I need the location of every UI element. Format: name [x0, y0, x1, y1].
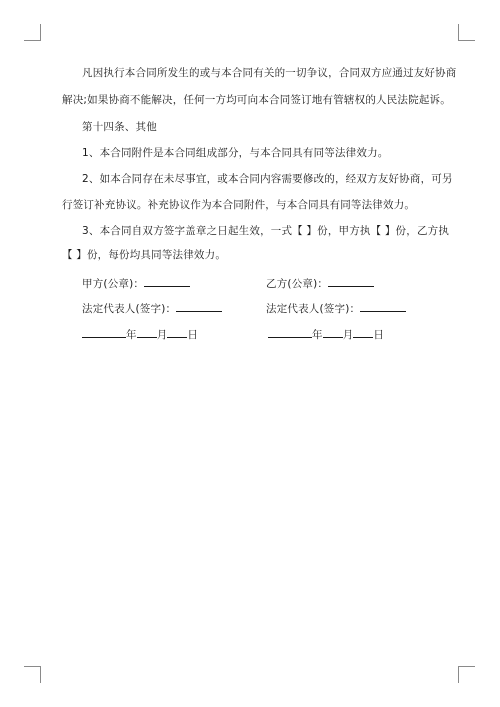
party-b-year-label: 年 [312, 329, 323, 341]
party-a-year-label: 年 [126, 329, 137, 341]
party-a-month-blank [137, 326, 157, 338]
party-b-legal-rep-field [266, 300, 406, 316]
dispute-paragraph-line-1: 凡因执行本合同所发生的或与本合同有关的一切争议，合同双方应通过友好协商 [82, 67, 457, 79]
crop-mark-top-left [24, 24, 41, 41]
party-b-seal-label: 乙方(公章)： [266, 278, 329, 290]
party-a-year-blank [82, 326, 126, 338]
item-3-line-1: 3、本合同自双方签字盖章之日起生效，一式【 】份，甲方执【 】份，乙方执 [82, 225, 450, 237]
item-3-line-2: 【 】份，每份均具同等法律效力。 [62, 249, 227, 261]
party-a-legal-rep-field [82, 300, 222, 316]
party-b-seal-field [266, 275, 374, 291]
party-b-month-blank [323, 326, 343, 338]
crop-mark-top-right [458, 24, 475, 41]
party-a-day-label: 日 [187, 329, 199, 341]
crop-mark-bottom-left [24, 666, 41, 683]
party-a-seal-field [82, 275, 190, 291]
crop-mark-bottom-right [458, 666, 475, 683]
item-1-text: 1、本合同附件是本合同组成部分，与本合同具有同等法律效力。 [82, 147, 389, 159]
party-b-day-blank [353, 326, 373, 338]
party-b-date-field [268, 326, 384, 342]
dispute-paragraph-line-2: 解决;如果协商不能解决，任何一方均可向本合同签订地有管辖权的人民法院起诉。 [62, 94, 451, 106]
party-a-month-label: 月 [156, 329, 168, 341]
party-a-date-field [82, 326, 198, 342]
party-b-legal-rep-blank [360, 300, 406, 312]
party-a-legal-rep-blank [176, 300, 222, 312]
party-b-legal-rep-label: 法定代表人(签字)： [266, 303, 361, 315]
party-b-day-label: 日 [373, 329, 385, 341]
party-a-seal-label: 甲方(公章)： [82, 278, 145, 290]
item-2-line-2: 行签订补充协议。补充协议作为本合同附件，与本合同具有同等法律效力。 [62, 199, 416, 211]
party-a-seal-blank [144, 275, 190, 287]
party-a-day-blank [167, 326, 187, 338]
article-14-title: 第十四条、其他 [82, 121, 157, 133]
party-b-month-label: 月 [342, 329, 354, 341]
party-a-legal-rep-label: 法定代表人(签字)： [82, 303, 177, 315]
item-2-line-1: 2、如本合同存在未尽事宜，或本合同内容需要修改的，经双方友好协商，可另 [82, 173, 453, 185]
party-b-seal-blank [328, 275, 374, 287]
party-b-year-blank [268, 326, 312, 338]
